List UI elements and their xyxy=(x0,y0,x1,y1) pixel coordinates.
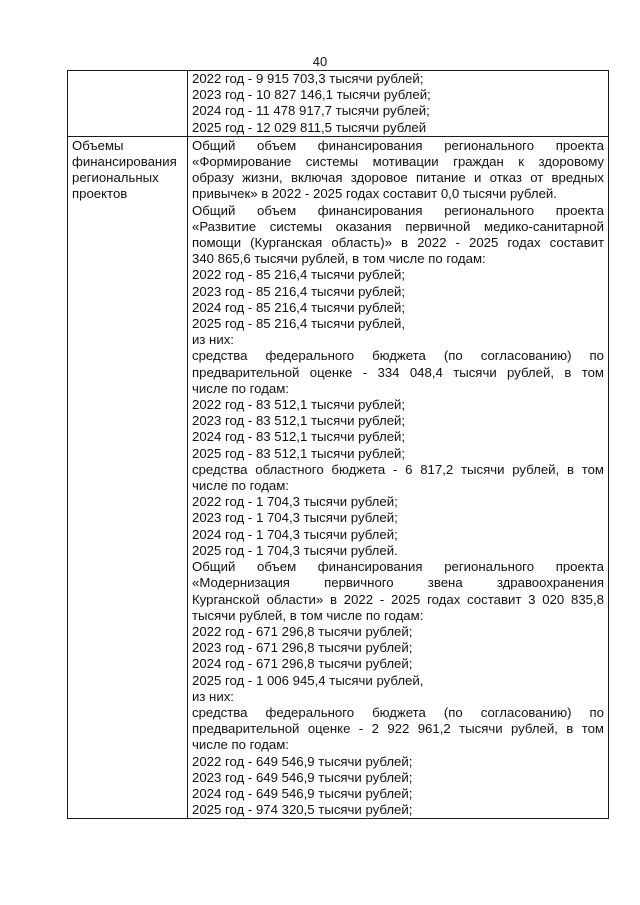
row-label-line: проектов xyxy=(72,186,128,202)
row2-left-cell xyxy=(68,136,188,819)
text-line: 2025 год - 12 029 811,5 тысячи рублей xyxy=(191,119,427,135)
table-row xyxy=(68,71,609,137)
text-line: «Формирование системы мотивации граждан к здоровому xyxy=(191,154,604,170)
text-line: 2024 год - 11 478 917,7 тысячи рублей; xyxy=(191,103,430,119)
text-line: 2023 год - 1 704,3 тысячи рублей; xyxy=(191,510,398,526)
text-line: 2025 год - 1 006 945,4 тысячи рублей, xyxy=(191,672,424,688)
text-line: «Развитие системы оказания первичной медико-санитарной xyxy=(191,218,604,234)
text-line: из них: xyxy=(191,688,234,704)
text-line: из них: xyxy=(191,332,234,348)
text-line: 2022 год - 649 546,9 тысячи рублей; xyxy=(191,753,413,769)
text-line: помощи (Курганская область)» в 2022 - 2025 годах составит xyxy=(191,235,604,251)
text-line: 2024 год - 85 216,4 тысячи рублей; xyxy=(191,299,406,315)
text-line: 2025 год - 1 704,3 тысячи рублей. xyxy=(191,542,398,558)
text-line: 2022 год - 9 915 703,3 тысячи рублей; xyxy=(191,71,424,86)
text-line: 2023 год - 83 512,1 тысячи рублей; xyxy=(191,413,406,429)
text-line: 2024 год - 649 546,9 тысячи рублей; xyxy=(191,785,413,801)
text-line: 2022 год - 671 296,8 тысячи рублей; xyxy=(191,623,413,639)
text-line: числе по годам: xyxy=(191,478,289,494)
text-line: 2023 год - 671 296,8 тысячи рублей; xyxy=(191,640,413,656)
text-line: предварительной оценке - 334 048,4 тысячи рублей, в том xyxy=(191,364,604,380)
text-line: 2023 год - 649 546,9 тысячи рублей; xyxy=(191,769,413,785)
text-line: числе по годам: xyxy=(191,737,289,753)
text-line: средства областного бюджета - 6 817,2 тысячи рублей, в том xyxy=(191,461,604,477)
row1-left-cell xyxy=(68,71,188,137)
text-line: Общий объем финансирования регионального проекта xyxy=(191,137,604,153)
row-label-line: финансирования xyxy=(72,154,177,170)
text-line: 2025 год - 85 216,4 тысячи рублей, xyxy=(191,316,406,332)
text-line: Общий объем финансирования регионального проекта xyxy=(191,202,604,218)
text-line: привычек» в 2022 - 2025 годах составит 0,0 тысячи рублей. xyxy=(191,186,557,202)
page-number: 40 xyxy=(312,54,328,69)
row1-right-cell xyxy=(187,71,608,137)
text-line: «Модернизация первичного звена здравоохранения xyxy=(191,575,604,591)
text-line: числе по годам: xyxy=(191,380,289,396)
text-line: предварительной оценке - 2 922 961,2 тысячи рублей, в том xyxy=(191,721,604,737)
text-line: средства федерального бюджета (по согласованию) по xyxy=(191,348,604,364)
text-line: 2025 год - 974 320,5 тысячи рублей; xyxy=(191,802,413,818)
text-line: тысячи рублей, в том числе по годам: xyxy=(191,607,424,623)
text-line: 2023 год - 85 216,4 тысячи рублей; xyxy=(191,283,406,299)
text-line: 2025 год - 83 512,1 тысячи рублей; xyxy=(191,445,406,461)
table-row xyxy=(68,136,609,819)
text-line: средства федерального бюджета (по согласованию) по xyxy=(191,704,604,720)
row2-right-cell xyxy=(187,136,608,819)
text-line: 2022 год - 1 704,3 тысячи рублей; xyxy=(191,494,398,510)
text-line: 2023 год - 10 827 146,1 тысячи рублей; xyxy=(191,87,431,103)
text-line: 2022 год - 83 512,1 тысячи рублей; xyxy=(191,397,406,413)
row-label-line: региональных xyxy=(72,170,159,186)
text-line: Общий объем финансирования регионального проекта xyxy=(191,559,604,575)
text-line: 340 865,6 тысячи рублей, в том числе по годам: xyxy=(191,251,486,267)
text-line: 2024 год - 83 512,1 тысячи рублей; xyxy=(191,429,406,445)
row-label-line: Объемы xyxy=(72,137,124,153)
text-line: образу жизни, включая здоровое питание и отказ от вредных xyxy=(191,170,604,186)
text-line: 2022 год - 85 216,4 тысячи рублей; xyxy=(191,267,406,283)
text-line: Курганской области» в 2022 - 2025 годах составит 3 020 835,8 xyxy=(191,591,604,607)
text-line: 2024 год - 1 704,3 тысячи рублей; xyxy=(191,526,398,542)
passport-table xyxy=(67,70,609,819)
text-line: 2024 год - 671 296,8 тысячи рублей; xyxy=(191,656,413,672)
